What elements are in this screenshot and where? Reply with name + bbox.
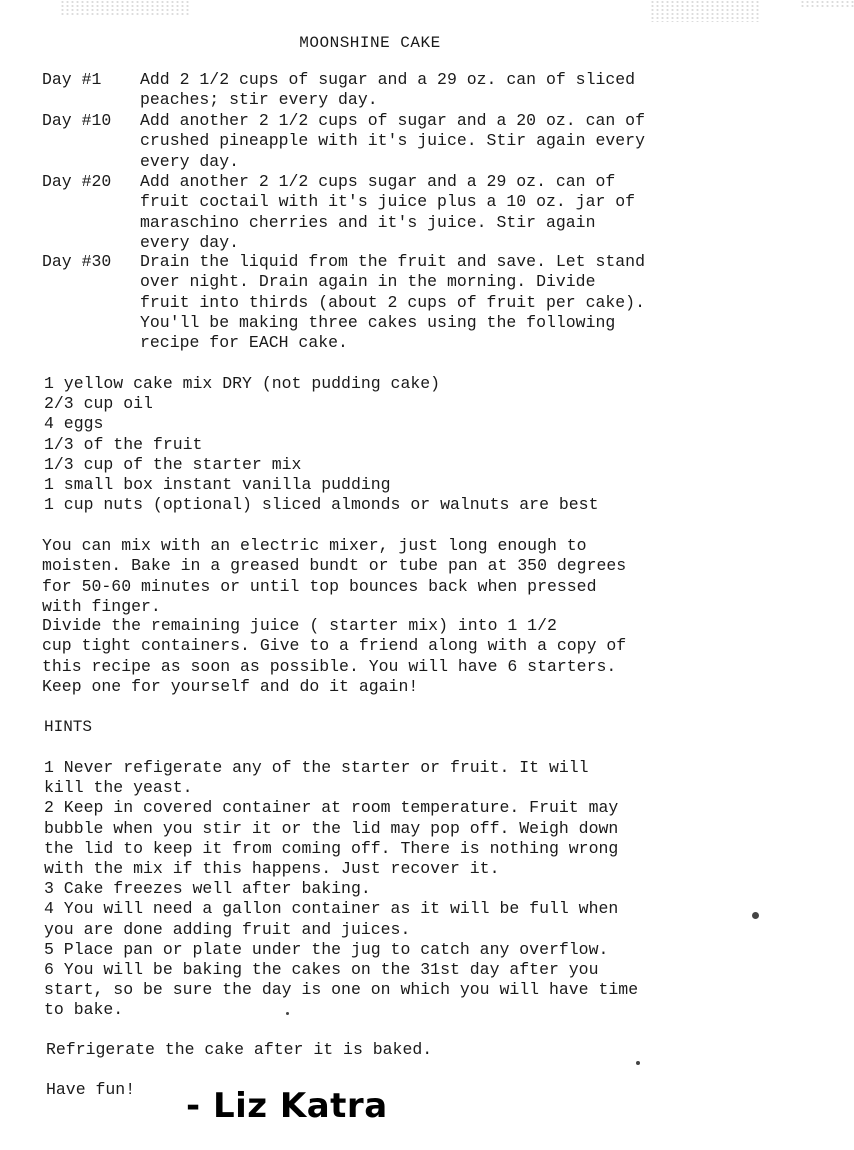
starter-instructions: Divide the remaining juice ( starter mix) into 1 1/2 cup tight containers. Give to a friend along with a copy of this recipe as soon as possible. You will have 6 starters. Keep one for yourself and do it again! (42, 616, 627, 696)
mixing-instructions: You can mix with an electric mixer, just long enough to moisten. Bake in a greased bundt or tube pan at 350 degrees for 50-60 minutes or until top bounces back when pressed with finger. (42, 536, 627, 616)
ingredient-item: 1 yellow cake mix DRY (not pudding cake) (44, 374, 441, 393)
ingredient-item: 1 cup nuts (optional) sliced almonds or walnuts are best (44, 495, 599, 515)
recipe-title: MOONSHINE CAKE (299, 34, 441, 52)
scan-noise-top-right (650, 0, 760, 22)
speck (636, 1061, 640, 1065)
ingredient-item: 1/3 cup of the starter mix (44, 454, 302, 474)
hints-heading: HINTS (44, 718, 93, 736)
day-label: Day #20 (42, 172, 112, 191)
scan-noise-corner (800, 0, 854, 8)
scan-noise-top-left (60, 0, 190, 16)
ingredient-item: 4 eggs (44, 414, 104, 434)
signature: - Liz Katra (186, 1086, 388, 1126)
ingredient-item: 1 small box instant vanilla pudding (44, 475, 391, 495)
day-30-step (42, 252, 822, 353)
ingredient-item: 1/3 of the fruit (44, 434, 203, 454)
day-10-step (42, 111, 822, 172)
hints-list: 1 Never refigerate any of the starter or fruit. It will kill the yeast. 2 Keep in covered container at room temperature. Fruit may bubble when you stir it or the lid may pop off. Weigh down the lid to keep it from coming off. There is nothing wrong with the mix if this happens. Just recover it. 3 Cake freezes well after baking. 4 You will need a gallon container as it will be full when you are done adding fruit and juices. 5 Place pan or plate under the jug to catch any overflow. 6 You will be baking the cakes on the 31st day after you start, so be sure the day is one on which you will have time to bake. (44, 758, 639, 1020)
day-label: Day #1 (42, 70, 102, 89)
closing-line: Have fun! (46, 1080, 136, 1099)
day-instruction: Add 2 1/2 cups of sugar and a 29 oz. can of sliced peaches; stir every day. (140, 70, 636, 110)
day-instruction: Add another 2 1/2 cups of sugar and a 20 oz. can of crushed pineapple with it's juice. Stir again every every day. (140, 111, 645, 171)
ingredient-list (44, 374, 599, 515)
ingredient-item: 2/3 cup oil (44, 394, 153, 414)
day-20-step (42, 172, 822, 253)
day-instruction: Add another 2 1/2 cups sugar and a 29 oz. can of fruit coctail with it's juice plus a 10 oz. jar of maraschino cherries and it's juice. Stir again every day. (140, 172, 636, 252)
day-label: Day #30 (42, 252, 112, 271)
day-label: Day #10 (42, 111, 112, 130)
refrigerate-note: Refrigerate the cake after it is baked. (46, 1040, 433, 1059)
day-instruction: Drain the liquid from the fruit and save. Let stand over night. Drain again in the morning. Divide fruit into thirds (about 2 cups of fruit per cake). You'll be making three cakes using the following recipe for EACH cake. (140, 252, 645, 353)
day-1-step (42, 70, 822, 111)
